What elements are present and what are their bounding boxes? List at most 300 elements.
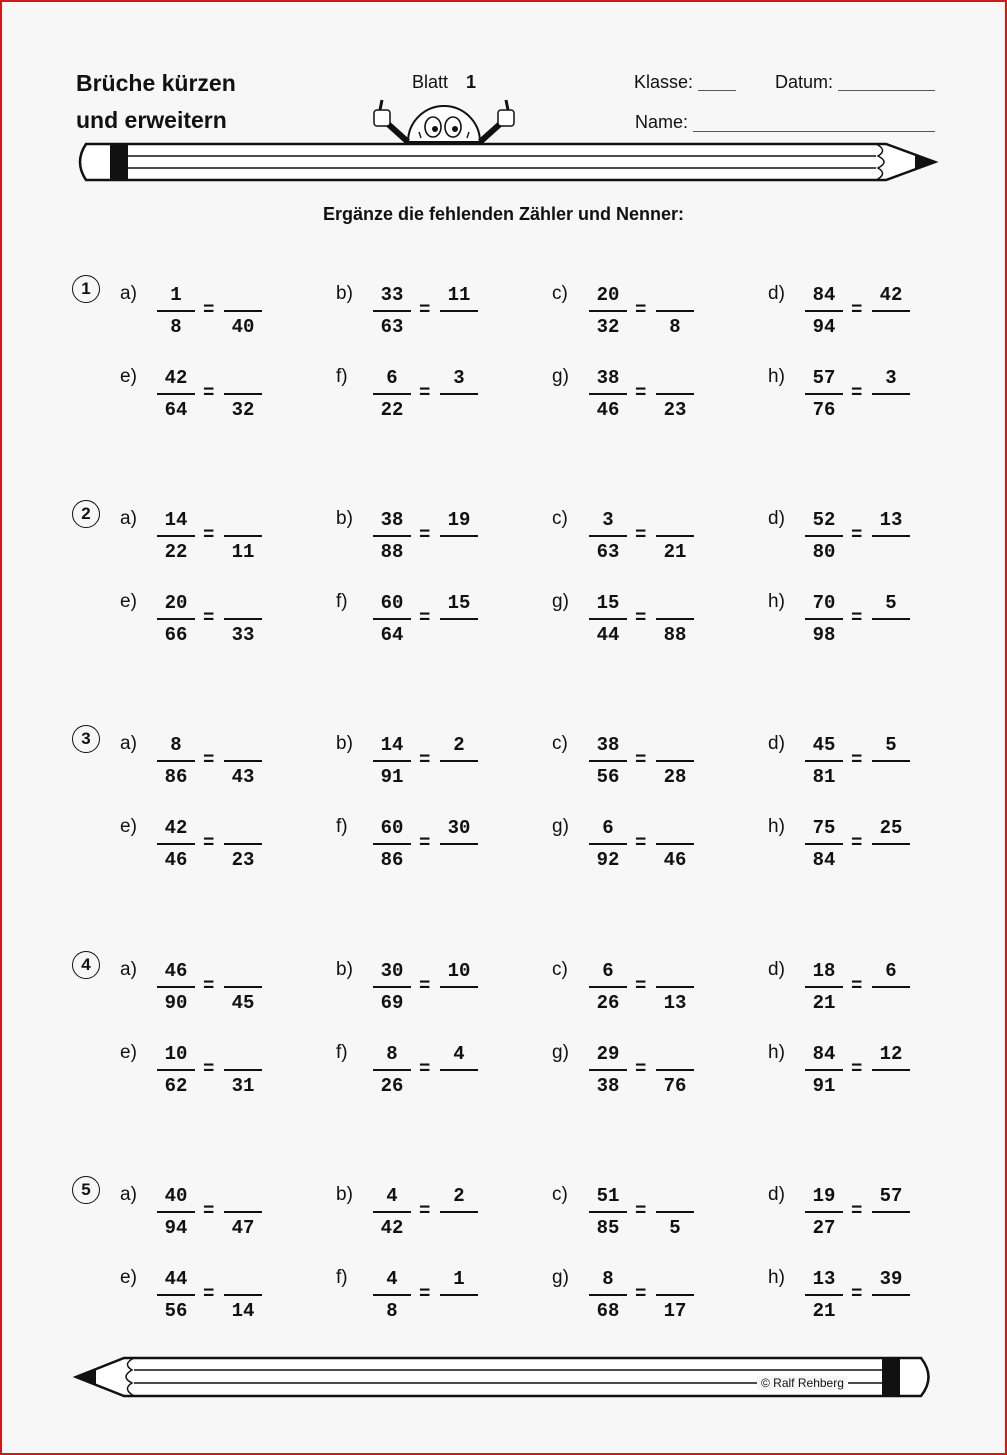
answer-fraction[interactable] (224, 367, 262, 421)
answer-fraction[interactable] (440, 367, 478, 421)
denominator[interactable] (440, 766, 478, 788)
fraction-bar (589, 393, 627, 395)
given-fraction (589, 592, 627, 646)
answer-fraction[interactable] (656, 817, 694, 871)
numerator[interactable]: 57 (879, 1185, 903, 1207)
denominator[interactable] (872, 849, 910, 871)
denominator[interactable]: 76 (663, 1075, 687, 1097)
denominator: 22 (164, 541, 188, 563)
fraction-bar (656, 535, 694, 537)
denominator[interactable] (440, 399, 478, 421)
given-fraction (157, 592, 195, 646)
answer-fraction[interactable] (656, 1185, 694, 1239)
denominator: 92 (596, 849, 620, 871)
denominator[interactable]: 13 (663, 992, 687, 1014)
numerator[interactable]: 4 (453, 1043, 465, 1065)
fraction-bar (224, 843, 262, 845)
fraction-bar (805, 618, 843, 620)
denominator: 80 (812, 541, 836, 563)
fraction-bar (157, 760, 195, 762)
answer-fraction[interactable] (656, 592, 694, 646)
denominator: 76 (812, 399, 836, 421)
exercise-label: e) (120, 366, 137, 387)
numerator[interactable]: 5 (885, 592, 897, 614)
numerator: 19 (812, 1185, 836, 1207)
numerator: 51 (596, 1185, 620, 1207)
fraction-bar (157, 1069, 195, 1071)
denominator[interactable] (872, 766, 910, 788)
equals-sign: = (635, 975, 647, 997)
answer-fraction[interactable] (656, 509, 694, 563)
exercise-label: g) (552, 591, 569, 612)
denominator: 42 (380, 1217, 404, 1239)
numerator[interactable] (656, 1185, 694, 1207)
answer-fraction[interactable] (872, 817, 910, 871)
denominator[interactable] (872, 541, 910, 563)
answer-fraction[interactable] (224, 1043, 262, 1097)
denominator[interactable] (440, 1075, 478, 1097)
fraction-bar (440, 1069, 478, 1071)
numerator: 8 (170, 734, 182, 756)
answer-fraction[interactable] (872, 509, 910, 563)
numerator[interactable] (224, 284, 262, 306)
denominator[interactable] (440, 1300, 478, 1322)
fraction-bar (589, 843, 627, 845)
denominator[interactable]: 40 (231, 316, 255, 338)
denominator[interactable] (872, 624, 910, 646)
denominator[interactable] (872, 1300, 910, 1322)
denominator[interactable] (440, 624, 478, 646)
fraction-bar (872, 535, 910, 537)
denominator[interactable] (440, 541, 478, 563)
given-fraction (589, 1185, 627, 1239)
denominator[interactable]: 21 (663, 541, 687, 563)
fraction-bar (373, 1294, 411, 1296)
given-fraction (373, 592, 411, 646)
denominator[interactable] (440, 992, 478, 1014)
numerator[interactable]: 42 (879, 284, 903, 306)
fraction-bar (872, 393, 910, 395)
fraction-bar (373, 618, 411, 620)
numerator: 8 (386, 1043, 398, 1065)
denominator[interactable] (872, 1217, 910, 1239)
numerator[interactable] (656, 734, 694, 756)
numerator[interactable] (224, 367, 262, 389)
numerator[interactable]: 3 (453, 367, 465, 389)
given-fraction (373, 1185, 411, 1239)
answer-fraction[interactable] (440, 817, 478, 871)
fraction-bar (656, 310, 694, 312)
numerator[interactable] (656, 960, 694, 982)
fraction-bar (805, 1069, 843, 1071)
given-fraction (805, 1185, 843, 1239)
exercise-label: g) (552, 1267, 569, 1288)
instruction: Ergänze die fehlenden Zähler und Nenner: (322, 204, 685, 224)
given-fraction (373, 509, 411, 563)
fraction-bar (872, 1294, 910, 1296)
fraction-bar (589, 310, 627, 312)
answer-fraction[interactable] (224, 817, 262, 871)
given-fraction (805, 1268, 843, 1322)
equals-sign: = (419, 1058, 431, 1080)
numerator: 29 (596, 1043, 620, 1065)
numerator: 10 (164, 1043, 188, 1065)
sheet-label: Blatt (412, 72, 449, 92)
answer-fraction[interactable] (656, 1268, 694, 1322)
numerator: 60 (380, 817, 404, 839)
denominator[interactable] (440, 849, 478, 871)
fraction-bar (872, 1069, 910, 1071)
numerator: 84 (812, 1043, 836, 1065)
exercise-label: g) (552, 366, 569, 387)
numerator[interactable] (656, 284, 694, 306)
numerator[interactable]: 2 (453, 734, 465, 756)
denominator: 81 (812, 766, 836, 788)
numerator[interactable]: 11 (447, 284, 471, 306)
fraction-bar (440, 1294, 478, 1296)
denominator: 8 (386, 1300, 398, 1322)
numerator[interactable] (224, 734, 262, 756)
denominator: 68 (596, 1300, 620, 1322)
given-fraction (373, 367, 411, 421)
fraction-bar (589, 986, 627, 988)
given-fraction (373, 817, 411, 871)
numerator[interactable] (224, 1185, 262, 1207)
denominator: 21 (812, 1300, 836, 1322)
exercise-label: b) (336, 508, 353, 529)
numerator[interactable]: 5 (885, 734, 897, 756)
equals-sign: = (851, 832, 863, 854)
fraction-bar (440, 310, 478, 312)
answer-fraction[interactable] (440, 284, 478, 338)
class-label: Klasse: (634, 72, 694, 92)
answer-fraction[interactable] (224, 960, 262, 1014)
equals-sign: = (635, 1200, 647, 1222)
exercise-label: a) (120, 283, 137, 304)
numerator[interactable] (656, 367, 694, 389)
numerator: 44 (164, 1268, 188, 1290)
fraction-bar (373, 310, 411, 312)
numerator: 52 (812, 509, 836, 531)
group-number-badge: 1 (72, 275, 100, 303)
numerator[interactable]: 6 (885, 960, 897, 982)
fraction-bar (656, 393, 694, 395)
numerator: 4 (386, 1185, 398, 1207)
denominator: 26 (380, 1075, 404, 1097)
numerator: 45 (812, 734, 836, 756)
numerator[interactable] (656, 1043, 694, 1065)
exercise-label: e) (120, 591, 137, 612)
numerator: 14 (380, 734, 404, 756)
exercise-label: a) (120, 508, 137, 529)
equals-sign: = (851, 1200, 863, 1222)
given-fraction (805, 509, 843, 563)
fraction-bar (224, 618, 262, 620)
denominator: 91 (812, 1075, 836, 1097)
denominator: 26 (596, 992, 620, 1014)
denominator[interactable]: 47 (231, 1217, 255, 1239)
date-label: Datum: (775, 72, 834, 92)
fraction-bar (157, 1294, 195, 1296)
denominator: 63 (380, 316, 404, 338)
equals-sign: = (851, 524, 863, 546)
numerator[interactable]: 12 (879, 1043, 903, 1065)
denominator[interactable] (872, 399, 910, 421)
given-fraction (157, 509, 195, 563)
numerator[interactable] (656, 1268, 694, 1290)
answer-fraction[interactable] (656, 960, 694, 1014)
denominator[interactable]: 23 (663, 399, 687, 421)
numerator: 42 (164, 817, 188, 839)
denominator[interactable]: 45 (231, 992, 255, 1014)
numerator: 6 (386, 367, 398, 389)
answer-fraction[interactable] (872, 592, 910, 646)
numerator[interactable] (224, 1268, 262, 1290)
numerator[interactable] (224, 960, 262, 982)
answer-fraction[interactable] (656, 734, 694, 788)
fraction-bar (224, 760, 262, 762)
numerator: 33 (380, 284, 404, 306)
equals-sign: = (203, 975, 215, 997)
numerator: 75 (812, 817, 836, 839)
exercise-label: h) (768, 366, 785, 387)
equals-sign: = (851, 975, 863, 997)
denominator: 64 (380, 624, 404, 646)
exercise-label: f) (336, 1267, 348, 1288)
fraction-bar (224, 535, 262, 537)
exercise-label: c) (552, 733, 568, 754)
denominator[interactable] (872, 992, 910, 1014)
numerator: 46 (164, 960, 188, 982)
numerator: 20 (596, 284, 620, 306)
given-fraction (805, 284, 843, 338)
numerator: 84 (812, 284, 836, 306)
numerator[interactable]: 13 (879, 509, 903, 531)
numerator: 6 (602, 960, 614, 982)
denominator[interactable]: 23 (231, 849, 255, 871)
denominator: 86 (164, 766, 188, 788)
given-fraction (805, 734, 843, 788)
denominator: 22 (380, 399, 404, 421)
answer-fraction[interactable] (224, 592, 262, 646)
fraction-bar (440, 618, 478, 620)
given-fraction (589, 509, 627, 563)
exercise-label: b) (336, 1184, 353, 1205)
numerator[interactable]: 3 (885, 367, 897, 389)
answer-fraction[interactable] (224, 284, 262, 338)
denominator[interactable]: 5 (669, 1217, 681, 1239)
answer-fraction[interactable] (440, 1185, 478, 1239)
fraction-bar (373, 1069, 411, 1071)
denominator: 8 (170, 316, 182, 338)
fraction-bar (805, 760, 843, 762)
exercise-label: h) (768, 816, 785, 837)
group-number-badge: 4 (72, 951, 100, 979)
numerator: 6 (602, 817, 614, 839)
answer-fraction[interactable] (440, 960, 478, 1014)
equals-sign: = (203, 299, 215, 321)
numerator: 38 (596, 734, 620, 756)
numerator[interactable]: 15 (447, 592, 471, 614)
denominator[interactable]: 17 (663, 1300, 687, 1322)
answer-fraction[interactable] (656, 367, 694, 421)
numerator: 13 (812, 1268, 836, 1290)
numerator[interactable]: 2 (453, 1185, 465, 1207)
denominator[interactable] (440, 316, 478, 338)
denominator[interactable]: 32 (231, 399, 255, 421)
fraction-bar (157, 393, 195, 395)
exercise-label: h) (768, 1267, 785, 1288)
numerator[interactable] (224, 592, 262, 614)
denominator[interactable]: 14 (231, 1300, 255, 1322)
answer-fraction[interactable] (224, 1185, 262, 1239)
answer-fraction[interactable] (872, 1043, 910, 1097)
equals-sign: = (419, 975, 431, 997)
denominator: 46 (596, 399, 620, 421)
answer-fraction[interactable] (224, 509, 262, 563)
fraction-bar (440, 843, 478, 845)
denominator[interactable]: 46 (663, 849, 687, 871)
exercise-label: a) (120, 1184, 137, 1205)
numerator[interactable] (656, 509, 694, 531)
fraction-bar (440, 986, 478, 988)
answer-fraction[interactable] (656, 1043, 694, 1097)
group-number-badge: 2 (72, 500, 100, 528)
fraction-bar (440, 1211, 478, 1213)
fraction-bar (440, 535, 478, 537)
denominator: 94 (812, 316, 836, 338)
numerator[interactable]: 10 (447, 960, 471, 982)
numerator[interactable]: 1 (453, 1268, 465, 1290)
given-fraction (589, 284, 627, 338)
denominator[interactable]: 11 (231, 541, 255, 563)
answer-fraction[interactable] (872, 734, 910, 788)
exercise-label: g) (552, 816, 569, 837)
denominator[interactable]: 43 (231, 766, 255, 788)
answer-fraction[interactable] (224, 1268, 262, 1322)
equals-sign: = (419, 607, 431, 629)
fraction-bar (656, 618, 694, 620)
bottom-pencil-illustration (0, 1340, 1007, 1400)
denominator[interactable]: 8 (669, 316, 681, 338)
answer-fraction[interactable] (872, 284, 910, 338)
fraction-bar (656, 986, 694, 988)
exercise-label: e) (120, 1267, 137, 1288)
fraction-bar (589, 1294, 627, 1296)
exercise-label: f) (336, 366, 348, 387)
denominator[interactable] (440, 1217, 478, 1239)
numerator[interactable]: 19 (447, 509, 471, 531)
numerator: 70 (812, 592, 836, 614)
equals-sign: = (203, 1283, 215, 1305)
numerator: 4 (386, 1268, 398, 1290)
given-fraction (373, 1268, 411, 1322)
fraction-bar (373, 986, 411, 988)
numerator[interactable] (656, 592, 694, 614)
denominator[interactable]: 31 (231, 1075, 255, 1097)
denominator: 32 (596, 316, 620, 338)
given-fraction (157, 1185, 195, 1239)
denominator[interactable]: 88 (663, 624, 687, 646)
equals-sign: = (851, 607, 863, 629)
exercise-label: c) (552, 283, 568, 304)
numerator[interactable] (656, 817, 694, 839)
equals-sign: = (635, 299, 647, 321)
fraction-bar (656, 1211, 694, 1213)
fraction-bar (157, 310, 195, 312)
fraction-bar (157, 535, 195, 537)
numerator[interactable] (224, 509, 262, 531)
equals-sign: = (635, 749, 647, 771)
given-fraction (589, 367, 627, 421)
answer-fraction[interactable] (440, 509, 478, 563)
numerator[interactable] (224, 1043, 262, 1065)
given-fraction (373, 284, 411, 338)
given-fraction (373, 960, 411, 1014)
given-fraction (589, 734, 627, 788)
fraction-bar (805, 1211, 843, 1213)
denominator: 88 (380, 541, 404, 563)
denominator[interactable]: 33 (231, 624, 255, 646)
denominator: 91 (380, 766, 404, 788)
answer-fraction[interactable] (872, 367, 910, 421)
numerator[interactable]: 25 (879, 817, 903, 839)
exercise-label: a) (120, 959, 137, 980)
fraction-bar (872, 618, 910, 620)
name-label: Name: (635, 112, 689, 132)
answer-fraction[interactable] (656, 284, 694, 338)
fraction-bar (805, 393, 843, 395)
fraction-bar (872, 843, 910, 845)
copyright: © Ralf Rehberg (757, 1376, 848, 1390)
given-fraction (589, 960, 627, 1014)
fraction-bar (224, 1069, 262, 1071)
equals-sign: = (635, 524, 647, 546)
denominator[interactable] (872, 316, 910, 338)
numerator: 14 (164, 509, 188, 531)
fraction-bar (440, 760, 478, 762)
equals-sign: = (851, 1283, 863, 1305)
denominator: 94 (164, 1217, 188, 1239)
denominator: 63 (596, 541, 620, 563)
fraction-bar (872, 310, 910, 312)
denominator[interactable] (872, 1075, 910, 1097)
fraction-bar (872, 986, 910, 988)
denominator: 84 (812, 849, 836, 871)
equals-sign: = (419, 832, 431, 854)
answer-fraction[interactable] (440, 1268, 478, 1322)
answer-fraction[interactable] (872, 1185, 910, 1239)
numerator[interactable] (224, 817, 262, 839)
answer-fraction[interactable] (872, 960, 910, 1014)
answer-fraction[interactable] (440, 734, 478, 788)
denominator: 62 (164, 1075, 188, 1097)
denominator: 44 (596, 624, 620, 646)
denominator: 66 (164, 624, 188, 646)
denominator[interactable]: 28 (663, 766, 687, 788)
answer-fraction[interactable] (872, 1268, 910, 1322)
exercise-label: b) (336, 283, 353, 304)
answer-fraction[interactable] (224, 734, 262, 788)
numerator[interactable]: 30 (447, 817, 471, 839)
numerator: 40 (164, 1185, 188, 1207)
denominator: 86 (380, 849, 404, 871)
numerator[interactable]: 39 (879, 1268, 903, 1290)
answer-fraction[interactable] (440, 1043, 478, 1097)
fraction-bar (589, 1069, 627, 1071)
fraction-bar (656, 1069, 694, 1071)
answer-fraction[interactable] (440, 592, 478, 646)
